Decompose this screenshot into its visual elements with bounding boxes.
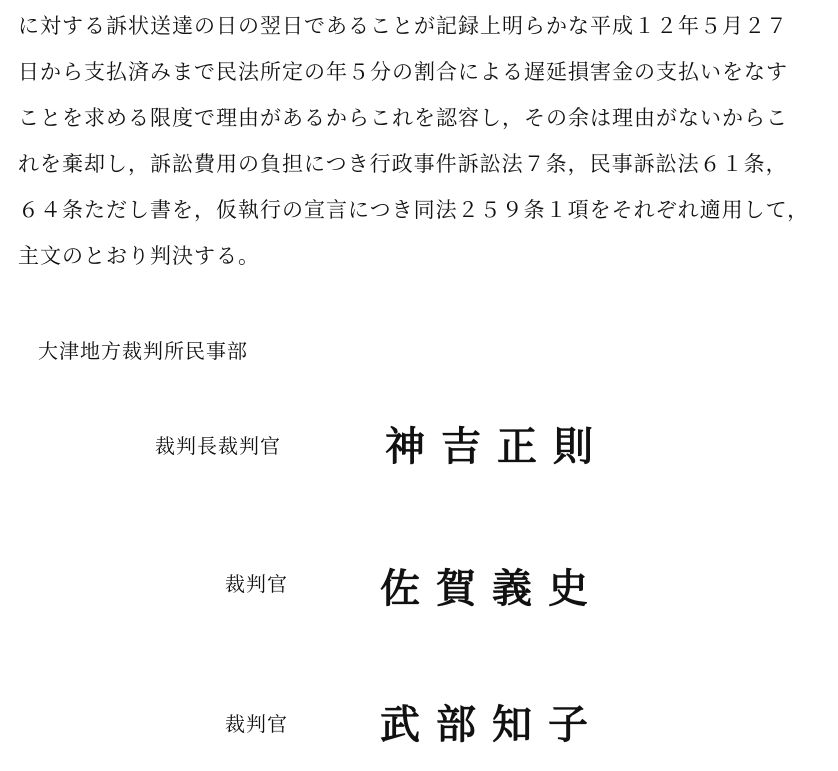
body-text-line: ６４条ただし書を，仮執行の宣言につき同法２５９条１項をそれぞれ適用して， — [18, 198, 810, 222]
body-text-line: れを棄却し，訴訟費用の負担につき行政事件訴訟法７条，民事訴訟法６１条， — [18, 152, 788, 176]
body-text-line: 日から支払済みまで民法所定の年５分の割合による遅延損害金の支払いをなす — [18, 60, 788, 84]
judge-name: 佐賀義史 — [380, 565, 604, 612]
body-text-line: 主文のとおり判決する。 — [18, 244, 260, 268]
court-name: 大津地方裁判所民事部 — [38, 339, 248, 363]
judge-title: 裁判官 — [225, 712, 288, 736]
presiding-judge-name: 神吉正則 — [385, 423, 609, 470]
presiding-judge-title: 裁判長裁判官 — [155, 434, 281, 458]
judge-title: 裁判官 — [225, 572, 288, 596]
judge-name: 武部知子 — [380, 701, 604, 748]
body-text-line: に対する訴状送達の日の翌日であることが記録上明らかな平成１２年５月２７ — [18, 14, 788, 38]
body-text-line: ことを求める限度で理由があるからこれを認容し，その余は理由がないからこ — [18, 106, 788, 130]
